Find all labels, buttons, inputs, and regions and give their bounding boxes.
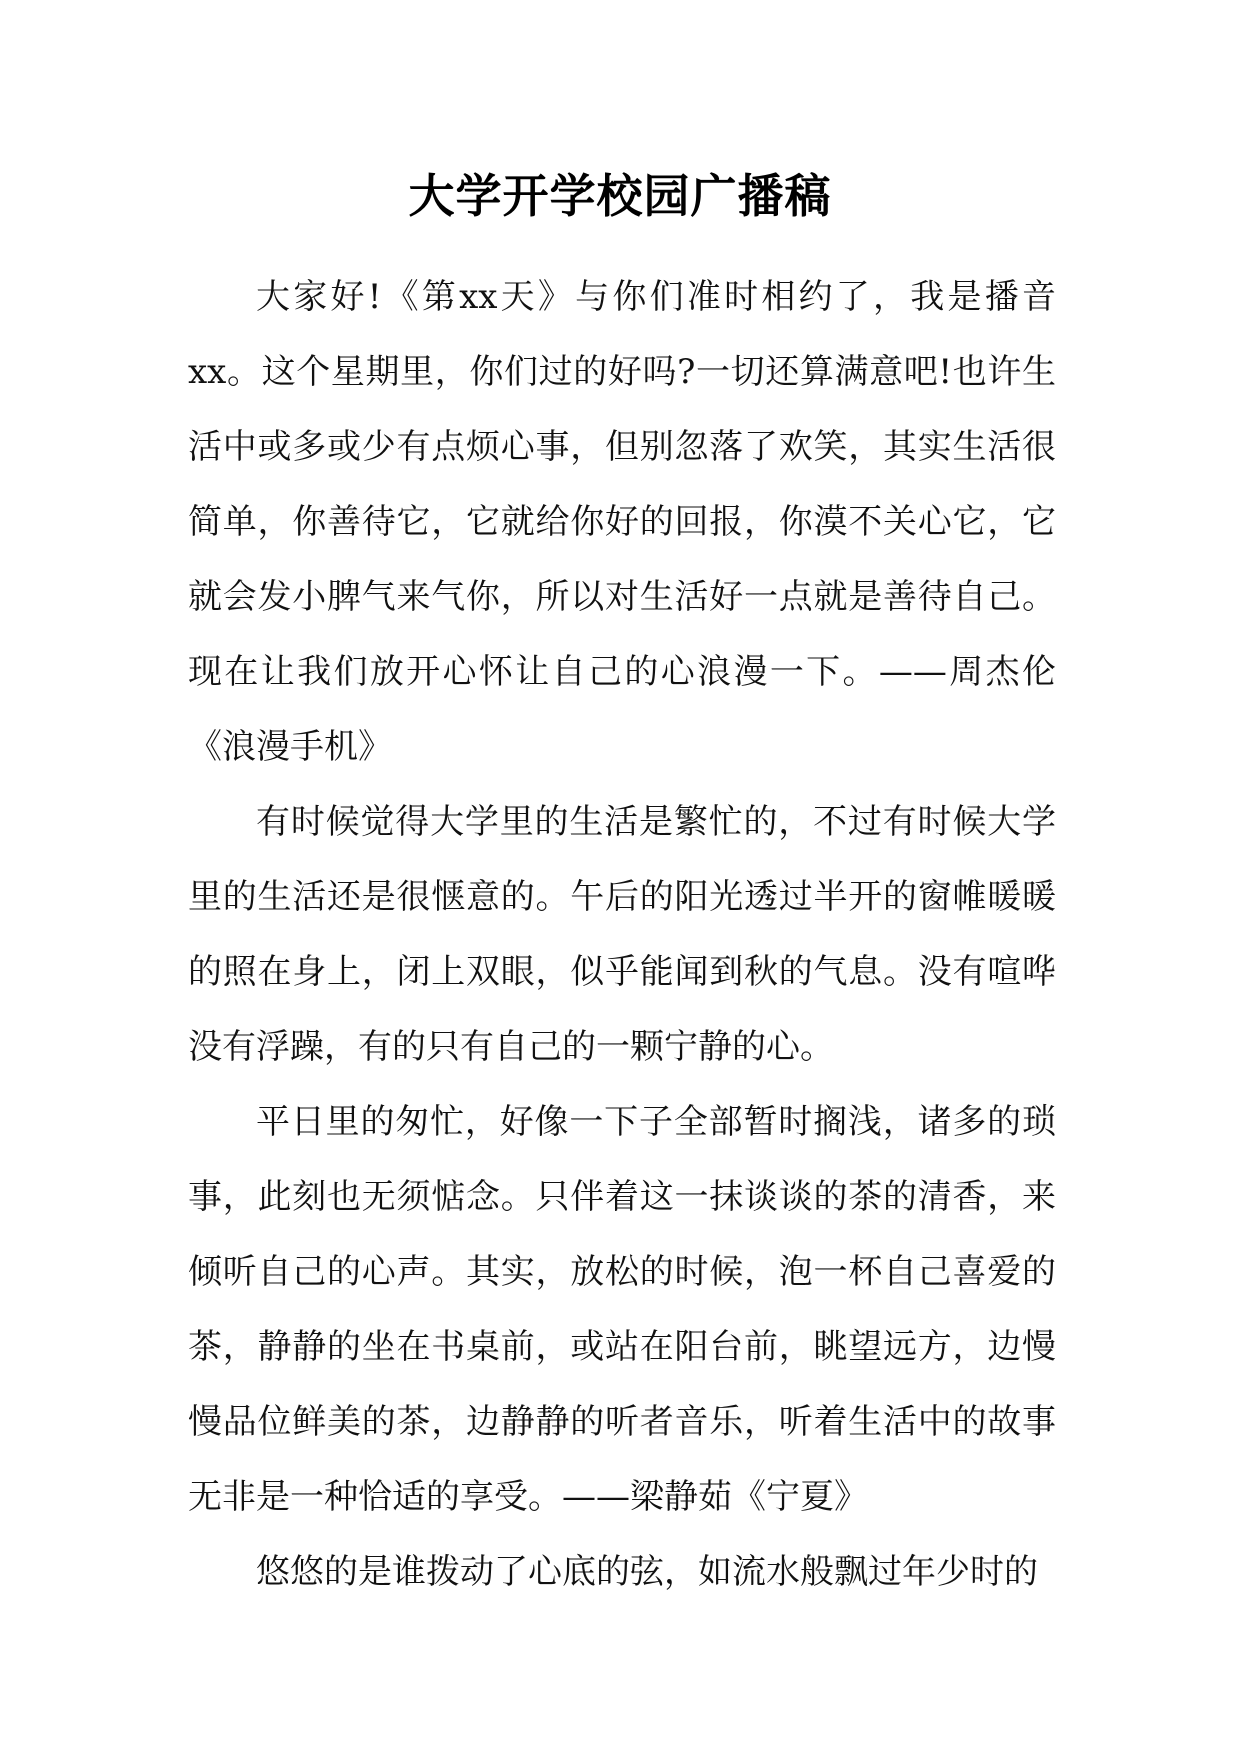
page-title: 大学开学校园广播稿 [408, 169, 832, 223]
paragraph-2: 有时候觉得大学里的生活是繁忙的，不过有时候大学里的生活还是很惬意的。午后的阳光透过半开的窗帷暖暖的照在身上，闭上双眼，似乎能闻到秋的气息。没有喧哗没有浮躁，有的只有自己的一颗宁静的心。 [188, 802, 1056, 1067]
document-body [188, 260, 1056, 1610]
paragraph-3: 平日里的匆忙，好像一下子全部暂时搁浅，诸多的琐事，此刻也无须惦念。只伴着这一抹谈谈的茶的清香，来倾听自己的心声。其实，放松的时候，泡一杯自己喜爱的茶，静静的坐在书桌前，或站在阳台前，眺望远方，边慢慢品位鲜美的茶，边静静的听者音乐，听着生活中的故事无非是一种恰适的享受。——梁静茹《宁夏》 [188, 1102, 1056, 1517]
paragraph-1: 大家好!《第xx天》与你们准时相约了，我是播音xx。这个星期里，你们过的好吗?一切还算满意吧!也许生活中或多或少有点烦心事，但别忽落了欢笑，其实生活很简单，你善待它，它就给你好的回报，你漠不关心它，它就会发小脾气来气你，所以对生活好一点就是善待自己。现在让我们放开心怀让自己的心浪漫一下。——周杰伦《浪漫手机》 [188, 277, 1056, 767]
paragraph-4: 悠悠的是谁拨动了心底的弦，如流水般飘过年少时的 [256, 1552, 1038, 1592]
